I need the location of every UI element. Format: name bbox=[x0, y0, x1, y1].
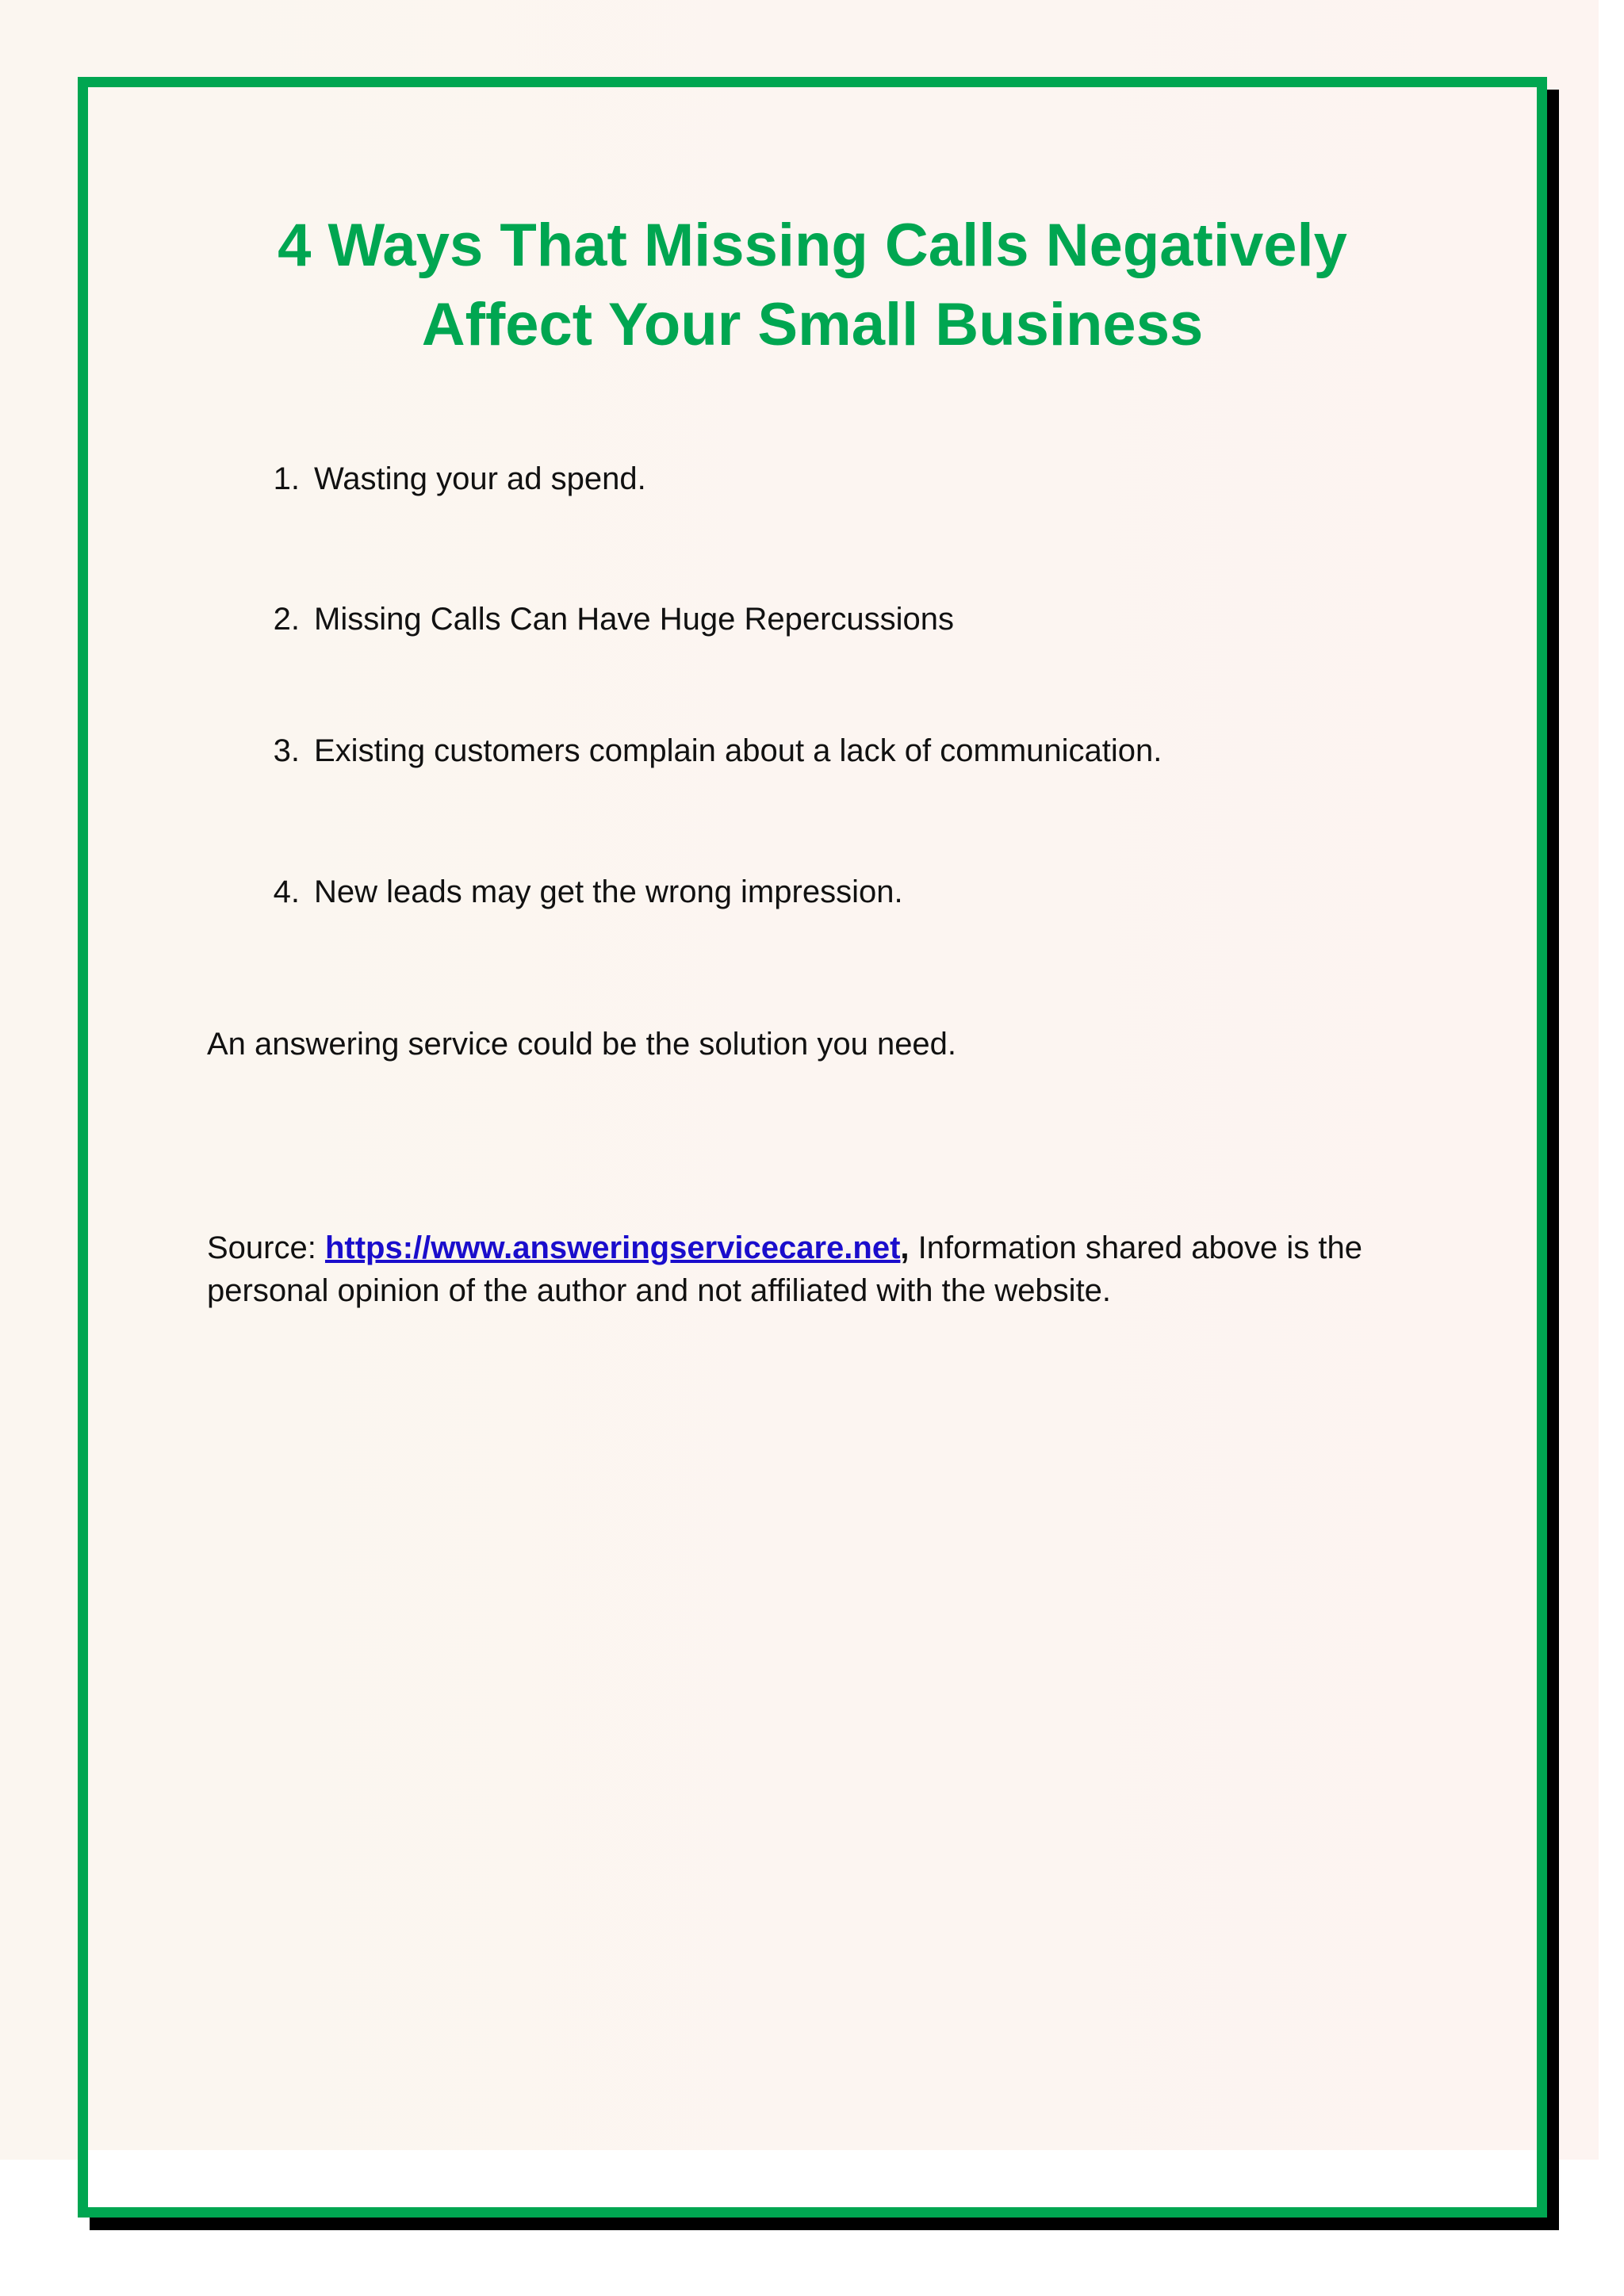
title-line-1: 4 Ways That Missing Calls Negatively bbox=[278, 212, 1347, 279]
frame-bottom-band bbox=[88, 2150, 1537, 2207]
list-item-number: 4. bbox=[273, 874, 300, 909]
source-paragraph bbox=[207, 1226, 1492, 1312]
list-item bbox=[251, 732, 1162, 770]
source-label: Source: bbox=[207, 1230, 325, 1265]
list-item-text: Wasting your ad spend. bbox=[314, 461, 646, 496]
list-item-number: 1. bbox=[273, 461, 300, 496]
document-title bbox=[88, 206, 1537, 365]
list-item bbox=[251, 600, 954, 638]
source-link[interactable]: https://www.answeringservicecare.net bbox=[324, 1230, 901, 1265]
list-item-text: Existing customers complain about a lack of communication. bbox=[314, 733, 1162, 768]
title-line-2: Affect Your Small Business bbox=[421, 291, 1204, 358]
list-item bbox=[251, 460, 646, 498]
list-item-number: 2. bbox=[273, 602, 300, 637]
document-frame bbox=[78, 77, 1547, 2218]
list-item-number: 3. bbox=[273, 733, 300, 768]
source-disclaimer: Information shared above is the personal opinion of the author and not affiliated with the website. bbox=[207, 1230, 1362, 1308]
list-item-text: New leads may get the wrong impression. bbox=[314, 874, 903, 909]
conclusion-text: An answering service could be the solution you need. bbox=[207, 1027, 957, 1062]
source-comma: , bbox=[900, 1230, 910, 1265]
list-item bbox=[251, 873, 903, 911]
list-item-text: Missing Calls Can Have Huge Repercussions bbox=[314, 602, 955, 637]
